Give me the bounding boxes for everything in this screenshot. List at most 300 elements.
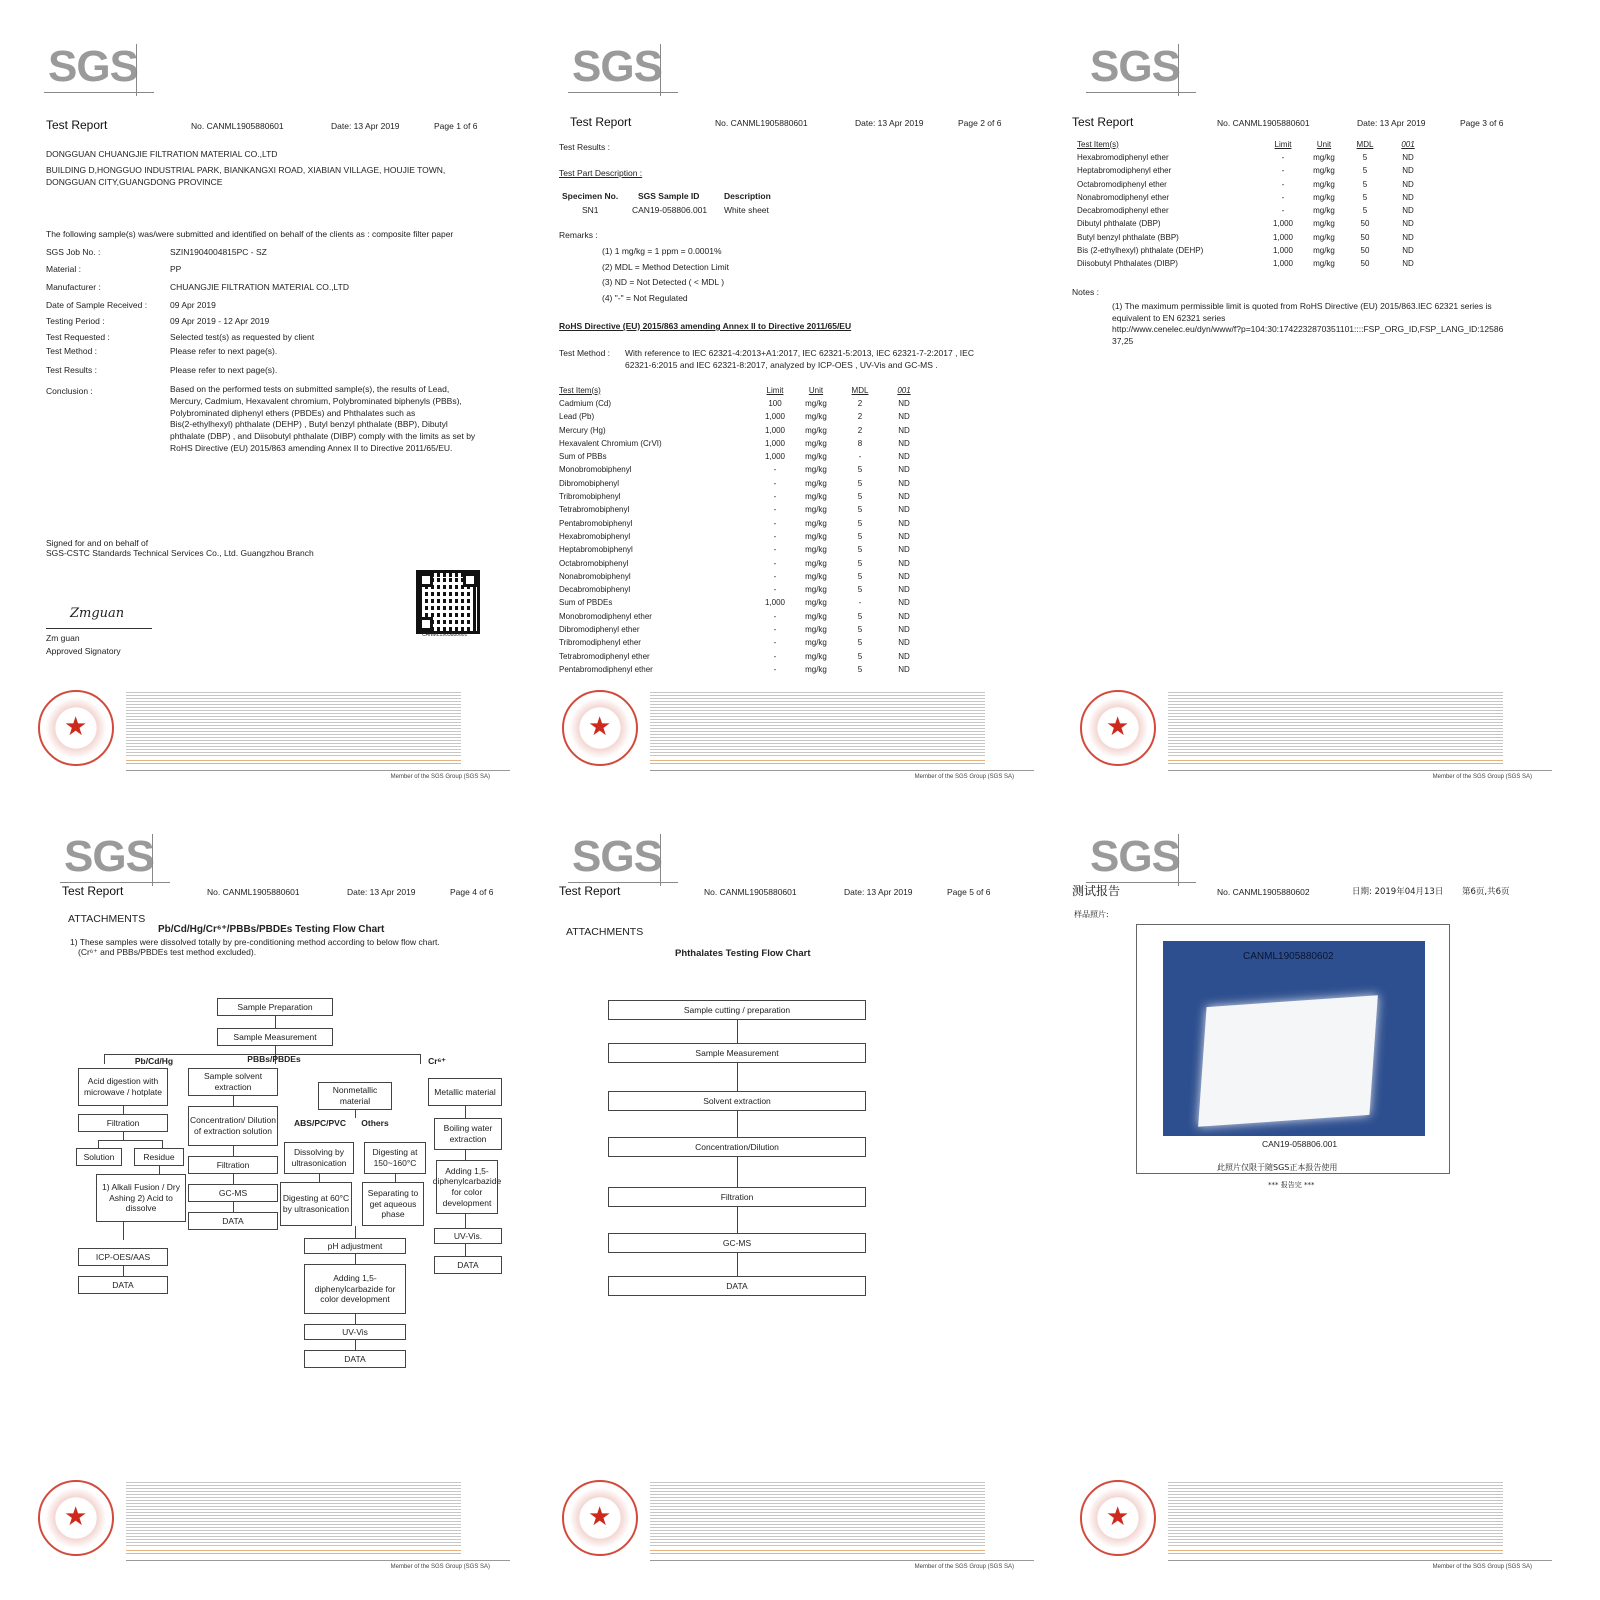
table-cell: 1,000 [764, 438, 786, 448]
table-cell: mg/kg [1313, 259, 1335, 269]
flow-box-data2: DATA [188, 1212, 278, 1230]
table-cell: Decabromobiphenyl [559, 585, 631, 595]
terms-fine-print [1168, 690, 1503, 758]
flow-box-res: Residue [134, 1148, 184, 1166]
table-cell: 5 [857, 611, 863, 621]
signed-line-1: Signed for and on behalf of [46, 538, 149, 548]
table-cell: ND [898, 425, 910, 435]
results-table-continued [1074, 138, 1432, 271]
spec-id: CAN19-058806.001 [632, 205, 708, 215]
table-cell: mg/kg [805, 611, 827, 621]
table-cell: ND [1402, 179, 1414, 189]
page-header [1072, 884, 1558, 898]
flow-connector [319, 1174, 320, 1182]
table-header-row [1074, 138, 1432, 151]
table-cell: mg/kg [805, 545, 827, 555]
table-row [556, 570, 926, 583]
table-cell: ND [898, 478, 910, 488]
flow-arrow [737, 1020, 738, 1043]
table-row [556, 557, 926, 570]
table-cell: Tetrabromobiphenyl [559, 505, 630, 515]
table-cell: Dibromobiphenyl [559, 478, 620, 488]
remarks-label: Remarks : [559, 230, 598, 240]
table-row [1074, 231, 1432, 244]
signed-line-2: SGS-CSTC Standards Technical Services Co., Ltd. Guangzhou Branch [46, 548, 314, 558]
spec-header-1: Specimen No. [562, 191, 619, 201]
spec-header-3: Description [724, 191, 771, 201]
sgs-logo: SGS [1086, 834, 1196, 892]
table-cell: ND [1402, 166, 1414, 176]
field-label: SGS Job No. : [46, 247, 101, 257]
flow-connector [98, 1140, 162, 1141]
table-row [1074, 218, 1432, 231]
table-row [1074, 191, 1432, 204]
flow-connector [159, 1166, 160, 1174]
table-cell: Decabromodiphenyl ether [1077, 206, 1169, 216]
results-table [556, 384, 926, 677]
test-part-description: Test Part Description : [559, 168, 643, 178]
conclusion-line: Polybrominated diphenyl ethers (PBDEs) and Phthalates such as [170, 407, 416, 418]
report-number: No. CANML1905880602 [1217, 887, 1310, 897]
table-cell: mg/kg [1313, 152, 1335, 162]
company-seal: ★ [1080, 690, 1156, 766]
flow-box-data3: DATA [304, 1350, 406, 1368]
spec-desc: White sheet [724, 205, 769, 215]
table-cell: 1,000 [1272, 219, 1294, 229]
table-cell: 8 [857, 438, 863, 448]
table-cell: mg/kg [805, 518, 827, 528]
flow-connector [355, 1340, 356, 1350]
table-cell: Sum of PBBs [559, 452, 607, 462]
sgs-logo: SGS [60, 834, 170, 892]
test-method-label: Test Method : [559, 348, 611, 358]
attachments-heading: ATTACHMENTS [68, 913, 146, 925]
flow-chart-title: Pb/Cd/Hg/Cr⁶⁺/PBBs/PBDEs Testing Flow Chart [158, 924, 385, 935]
table-cell: mg/kg [805, 425, 827, 435]
report-number: No. CANML1905880601 [1217, 118, 1310, 128]
field-value: 09 Apr 2019 [170, 300, 216, 310]
company-seal: ★ [38, 690, 114, 766]
table-cell: ND [898, 638, 910, 648]
table-cell: mg/kg [1313, 192, 1335, 202]
table-cell: ND [898, 571, 910, 581]
flow-connector [233, 1202, 234, 1212]
flow-box-h_pb: Pb/Cd/Hg [134, 1055, 174, 1066]
table-cell: Dibromodiphenyl ether [559, 624, 640, 634]
field-label: Manufacturer : [46, 282, 101, 292]
terms-fine-print [1168, 1480, 1503, 1548]
page-footer [30, 686, 530, 786]
table-cell: mg/kg [1313, 246, 1335, 256]
report-number: No. CANML1905880601 [207, 887, 300, 897]
flow-connector [355, 1314, 356, 1324]
flow-box-abs: ABS/PC/PVC [294, 1117, 346, 1128]
table-row [556, 530, 926, 543]
table-cell: 5 [857, 518, 863, 528]
table-cell: 2 [857, 398, 863, 408]
table-cell: - [773, 651, 777, 661]
table-row [556, 517, 926, 530]
report-title: 测试报告 [1072, 884, 1121, 898]
table-cell: ND [898, 531, 910, 541]
table-cell: mg/kg [805, 651, 827, 661]
flow-box-nonmet: Nonmetallic material [318, 1082, 392, 1110]
photo-caption: 此照片仅限于随SGS正本报告使用 [1217, 1163, 1338, 1172]
table-cell: Butyl benzyl phthalate (BBP) [1077, 232, 1179, 242]
table-cell: - [773, 624, 777, 634]
flow-connector [98, 1140, 99, 1148]
attachments-heading: ATTACHMENTS [566, 926, 644, 938]
report-page-3 [1066, 18, 1578, 808]
table-cell: mg/kg [805, 638, 827, 648]
table-cell: Sum of PBDEs [559, 598, 613, 608]
table-cell: - [773, 465, 777, 475]
table-cell: ND [898, 611, 910, 621]
flow-box-boil: Boiling water extraction [434, 1118, 502, 1150]
page-number: Page 5 of 6 [947, 887, 991, 897]
member-of-sgs: Member of the SGS Group (SGS SA) [914, 1564, 1014, 1570]
table-cell: 1,000 [764, 598, 786, 608]
table-cell: 5 [857, 571, 863, 581]
table-row [556, 490, 926, 503]
table-header-cell: Unit [1316, 139, 1332, 149]
table-cell: ND [1402, 152, 1414, 162]
company-seal: ★ [562, 1480, 638, 1556]
flow-box-add2: Adding 1,5-diphenylcarbazide for color development [436, 1160, 498, 1214]
report-page-2 [548, 18, 1060, 808]
table-cell: 5 [857, 545, 863, 555]
table-cell: ND [898, 492, 910, 502]
table-cell: mg/kg [805, 664, 827, 674]
table-cell: 1,000 [764, 452, 786, 462]
table-row [1074, 165, 1432, 178]
test-method-line-2: 62321-6:2015 and IEC 62321-8:2017, analyzed by ICP-OES , UV-Vis and GC-MS . [625, 360, 938, 370]
flow-box-separ: Separating to get aqueous phase [362, 1182, 424, 1226]
table-cell: 5 [857, 624, 863, 634]
terms-fine-print [650, 690, 985, 758]
member-of-sgs: Member of the SGS Group (SGS SA) [390, 1564, 490, 1570]
flow-box-sol: Solution [76, 1148, 122, 1166]
flow-box-data1: DATA [78, 1276, 168, 1294]
page-footer [1072, 686, 1572, 786]
flow-arrow [737, 1207, 738, 1233]
table-cell: Octabromobiphenyl [559, 558, 629, 568]
table-row [556, 450, 926, 463]
note-line: (1) The maximum permissible limit is quoted from RoHS Directive (EU) 2015/863.IEC 62321 series is [1112, 301, 1492, 311]
table-row [556, 637, 926, 650]
table-cell: 50 [1360, 219, 1370, 229]
report-date: Date: 13 Apr 2019 [855, 118, 924, 128]
page-number: Page 4 of 6 [450, 887, 494, 897]
report-date: 日期: 2019年04月13日 [1352, 887, 1444, 897]
field-value: Selected test(s) as requested by client [170, 332, 315, 342]
client-address-1: BUILDING D,HONGGUO INDUSTRIAL PARK, BIANKANGXI ROAD, XIABIAN VILLAGE, HOUJIE TOWN, [46, 165, 446, 175]
table-cell: 50 [1360, 259, 1370, 269]
spec-no: SN1 [582, 205, 599, 215]
table-cell: 5 [857, 638, 863, 648]
table-header-cell: 001 [897, 385, 911, 395]
table-cell: 100 [768, 398, 782, 408]
flow-connector [465, 1106, 466, 1118]
page-footer [554, 1476, 1054, 1576]
flow-box-gcms: GC-MS [188, 1184, 278, 1202]
field-value: Please refer to next page(s). [170, 365, 278, 375]
page-footer [1072, 1476, 1572, 1576]
flow-connector [465, 1244, 466, 1256]
table-cell: Hexabromobiphenyl [559, 531, 631, 541]
table-cell: ND [898, 398, 910, 408]
table-cell: - [773, 531, 777, 541]
flow-step: GC-MS [608, 1233, 866, 1253]
table-cell: Diisobutyl Phthalates (DIBP) [1077, 259, 1178, 269]
table-header-cell: Test Item(s) [1077, 139, 1119, 149]
report-title: Test Report [46, 118, 108, 132]
flow-connector [395, 1174, 396, 1182]
client-name: DONGGUAN CHUANGJIE FILTRATION MATERIAL CO.,LTD [46, 149, 278, 159]
flow-connector [465, 1214, 466, 1228]
flow-chart-title: Phthalates Testing Flow Chart [675, 948, 811, 959]
table-cell: mg/kg [1313, 206, 1335, 216]
table-row [1074, 244, 1432, 257]
report-title: Test Report [570, 115, 632, 129]
sample-photo [1163, 941, 1425, 1136]
table-cell: Hexabromodiphenyl ether [1077, 152, 1169, 162]
sample-photo-frame [1136, 924, 1450, 1174]
page-header [62, 884, 516, 898]
table-cell: Dibutyl phthalate (DBP) [1077, 219, 1161, 229]
conclusion-line: Mercury, Cadmium, Hexavalent chromium, Polybrominated biphenyls (PBBs), [170, 395, 462, 406]
terms-fine-print [126, 1480, 461, 1548]
attention-fine-print [1168, 1548, 1503, 1554]
flow-arrow [737, 1157, 738, 1187]
table-header-cell: Limit [766, 385, 784, 395]
table-cell: - [773, 611, 777, 621]
table-row [556, 504, 926, 517]
table-cell: 2 [857, 412, 863, 422]
field-label: Date of Sample Received : [46, 300, 148, 310]
table-row [556, 477, 926, 490]
flow-step: DATA [608, 1276, 866, 1296]
field-value: PP [170, 264, 182, 274]
conclusion-line: RoHS Directive (EU) 2015/863 amending Annex II to Directive 2011/65/EU. [170, 443, 453, 453]
flow-box-add1: Adding 1,5-diphenylcarbazide for color development [304, 1264, 406, 1314]
rohs-directive: RoHS Directive (EU) 2015/863 amending Annex II to Directive 2011/65/EU [559, 321, 852, 331]
table-cell: mg/kg [805, 531, 827, 541]
table-cell: - [773, 492, 777, 502]
table-cell: Nonabromodiphenyl ether [1077, 192, 1170, 202]
flow-box-dissolv: Dissolving by ultrasonication [284, 1142, 354, 1174]
table-cell: - [773, 518, 777, 528]
qr-code [416, 570, 480, 634]
table-header-cell: Unit [808, 385, 824, 395]
report-date: Date: 13 Apr 2019 [1357, 118, 1426, 128]
conclusion-line: Based on the performed tests on submitted sample(s), the results of Lead, [170, 384, 450, 394]
table-cell: - [773, 585, 777, 595]
report-page-6 [1066, 808, 1578, 1598]
company-seal: ★ [38, 1480, 114, 1556]
table-cell: Octabromodiphenyl ether [1077, 179, 1167, 189]
table-cell: ND [1402, 246, 1414, 256]
table-cell: 5 [857, 465, 863, 475]
flow-connector [355, 1110, 356, 1118]
sgs-logo: SGS [44, 44, 154, 102]
table-row [556, 663, 926, 676]
table-cell: ND [898, 518, 910, 528]
attention-fine-print [650, 758, 985, 764]
table-cell: Monobromodiphenyl ether [559, 611, 652, 621]
table-cell: Lead (Pb) [559, 412, 595, 422]
page-header [559, 884, 1040, 898]
flow-box-h_cr: Cr⁶⁺ [428, 1055, 446, 1066]
note-line: equivalent to EN 62321 series [1112, 312, 1226, 323]
table-cell: Pentabromobiphenyl [559, 518, 633, 528]
flow-arrow [737, 1253, 738, 1276]
flow-connector [233, 1146, 234, 1156]
flow-box-dig150: Digesting at 150~160°C [364, 1142, 426, 1174]
signer-title: Approved Signatory [46, 646, 121, 656]
table-cell: - [773, 558, 777, 568]
table-cell: 5 [1362, 206, 1368, 216]
table-cell: ND [898, 558, 910, 568]
table-row [556, 464, 926, 477]
member-of-sgs: Member of the SGS Group (SGS SA) [390, 774, 490, 780]
flow-step: Concentration/Dilution [608, 1137, 866, 1157]
page-number: Page 2 of 6 [958, 118, 1002, 128]
table-row [1074, 204, 1432, 217]
flow-box-others: Others [361, 1117, 389, 1128]
table-cell: 2 [857, 425, 863, 435]
flow-box-ph: pH adjustment [304, 1238, 406, 1254]
terms-fine-print [650, 1480, 985, 1548]
table-cell: 5 [1362, 192, 1368, 202]
attention-fine-print [1168, 758, 1503, 764]
table-cell: mg/kg [805, 571, 827, 581]
table-cell: mg/kg [805, 452, 827, 462]
report-page-4 [24, 808, 536, 1598]
table-cell: mg/kg [805, 558, 827, 568]
flow-box-metal: Metallic material [428, 1078, 502, 1106]
report-title: Test Report [559, 884, 621, 898]
note-line: 37,25 [1112, 335, 1134, 346]
table-cell: Cadmium (Cd) [559, 398, 612, 408]
remark-item: (4) "-" = Not Regulated [602, 292, 688, 303]
table-header-row [556, 384, 926, 397]
table-cell: Monobromobiphenyl [559, 465, 632, 475]
flow-note-2: (Cr⁶⁺ and PBBs/PBDEs test method excluded). [78, 947, 257, 957]
report-end: *** 报告完 *** [1268, 1181, 1315, 1189]
conclusion-line: phthalate (DBP) , and Diisobutyl phthalate (DIBP) comply with the limits as set by [170, 431, 476, 442]
report-number: No. CANML1905880601 [704, 887, 797, 897]
table-cell: ND [898, 505, 910, 515]
page-footer [30, 1476, 530, 1576]
table-header-cell: MDL [851, 385, 869, 395]
table-cell: ND [898, 545, 910, 555]
table-cell: 5 [857, 505, 863, 515]
conclusion-line: Bis(2-ethylhexyl) phthalate (DEHP) , Butyl benzyl phthalate (BBP), Dibutyl [170, 419, 448, 430]
table-row [556, 544, 926, 557]
table-cell: Tribromobiphenyl [559, 492, 621, 502]
table-cell: Bis (2-ethylhexyl) phthalate (DEHP) [1077, 246, 1204, 256]
report-page-5 [548, 808, 1060, 1598]
table-cell: ND [898, 664, 910, 674]
table-cell: - [773, 478, 777, 488]
white-sheet-sample [1198, 995, 1378, 1127]
table-cell: ND [898, 598, 910, 608]
table-cell: mg/kg [1313, 166, 1335, 176]
table-cell: - [1281, 192, 1285, 202]
table-cell: Nonabromobiphenyl [559, 571, 631, 581]
table-cell: mg/kg [805, 598, 827, 608]
table-cell: - [1281, 179, 1285, 189]
table-cell: - [773, 571, 777, 581]
flow-connector [275, 1016, 276, 1028]
flow-box-data4: DATA [434, 1256, 502, 1274]
table-cell: - [1281, 152, 1285, 162]
table-cell: Pentabromodiphenyl ether [559, 664, 653, 674]
conclusion-label: Conclusion : [46, 386, 93, 396]
table-cell: 5 [857, 664, 863, 674]
member-of-sgs: Member of the SGS Group (SGS SA) [1432, 774, 1532, 780]
table-cell: - [858, 598, 862, 608]
flow-connector [123, 1266, 124, 1276]
table-cell: 5 [857, 492, 863, 502]
report-page-1 [24, 18, 536, 808]
flow-box-conc: Concentration/ Dilution of extraction solution [188, 1106, 278, 1146]
sample-intro: The following sample(s) was/were submitted and identified on behalf of the clients as : composite filter paper [46, 229, 454, 239]
sgs-logo: SGS [568, 44, 678, 102]
report-number: No. CANML1905880601 [715, 118, 808, 128]
table-cell: Tetrabromodiphenyl ether [559, 651, 650, 661]
flow-connector [233, 1096, 234, 1106]
spec-header-2: SGS Sample ID [638, 191, 700, 201]
table-cell: Heptabromobiphenyl [559, 545, 633, 555]
table-cell: - [858, 452, 862, 462]
flow-box-meas: Sample Measurement [217, 1028, 333, 1046]
table-cell: 1,000 [764, 412, 786, 422]
table-cell: - [1281, 206, 1285, 216]
table-cell: mg/kg [805, 505, 827, 515]
field-label: Material : [46, 264, 81, 274]
table-cell: mg/kg [1313, 179, 1335, 189]
flow-connector [233, 1174, 234, 1184]
table-row [556, 650, 926, 663]
sgs-logo: SGS [1086, 44, 1196, 102]
table-cell: mg/kg [805, 398, 827, 408]
table-row [556, 623, 926, 636]
sgs-logo: SGS [568, 834, 678, 892]
table-cell: 1,000 [1272, 232, 1294, 242]
field-label: Testing Period : [46, 316, 105, 326]
page-number: Page 3 of 6 [1460, 118, 1504, 128]
photo-sample-label: CANML1905880602 [1243, 951, 1334, 962]
table-cell: ND [1402, 206, 1414, 216]
table-cell: 5 [857, 478, 863, 488]
page-header [46, 118, 516, 132]
table-row [1074, 178, 1432, 191]
qr-caption: CANML1905880601 [422, 632, 468, 638]
flow-connector [355, 1254, 356, 1264]
flow-step: Sample Measurement [608, 1043, 866, 1063]
table-cell: ND [1402, 192, 1414, 202]
table-cell: 5 [857, 558, 863, 568]
table-cell: 5 [857, 531, 863, 541]
remark-item: (2) MDL = Method Detection Limit [602, 261, 729, 272]
notes-label: Notes : [1072, 287, 1099, 297]
flow-note-1: 1) These samples were dissolved totally by pre-conditioning method according to below flow chart. [70, 937, 440, 947]
company-seal: ★ [562, 690, 638, 766]
table-row [1074, 258, 1432, 271]
flow-box-dig60: Digesting at 60°C by ultrasonication [280, 1182, 352, 1226]
